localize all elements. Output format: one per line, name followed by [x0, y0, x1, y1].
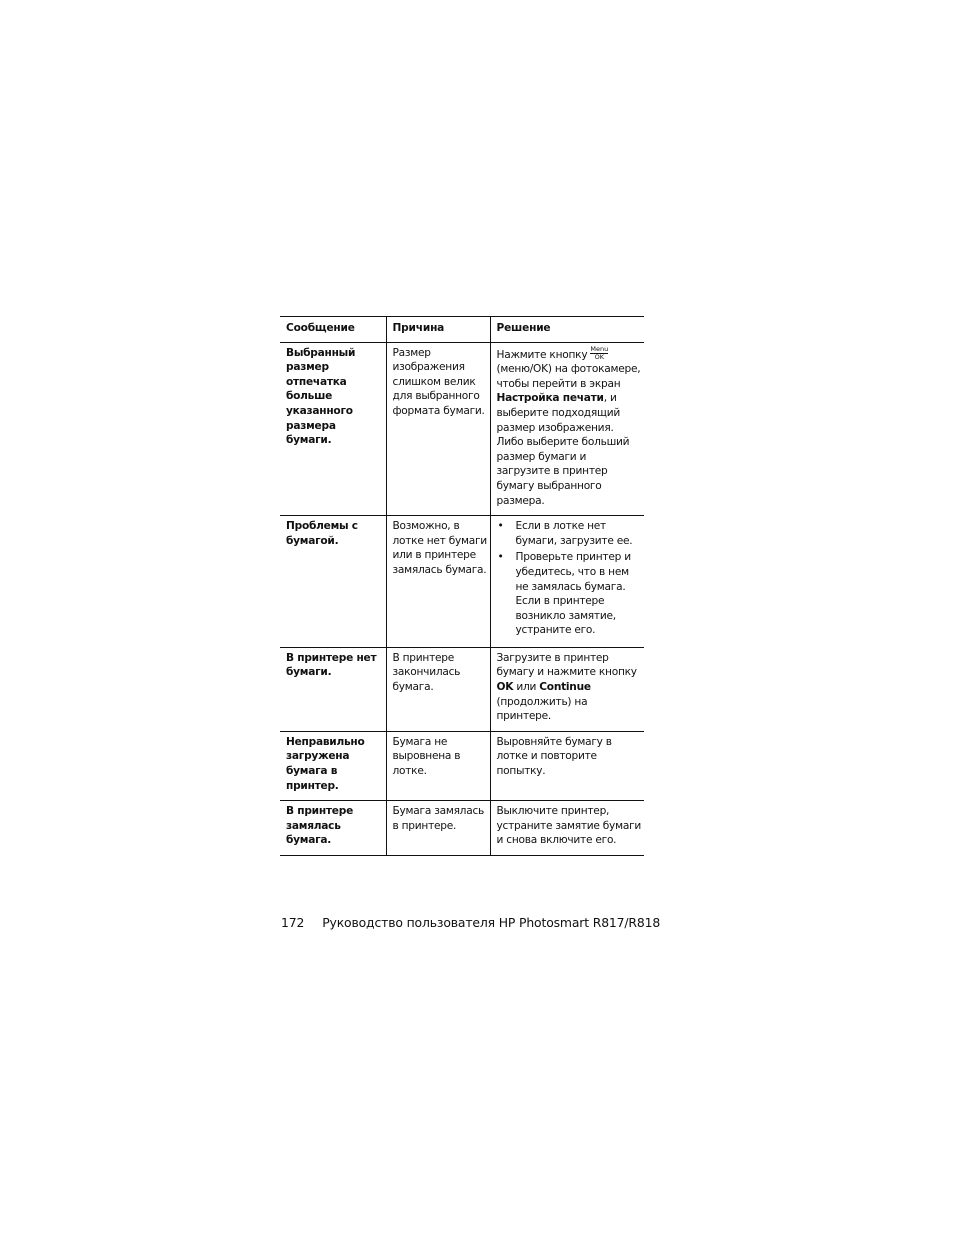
- table-row: [280, 516, 644, 648]
- ok-button-name: OK: [496, 681, 514, 694]
- table-row: [280, 731, 644, 800]
- menu-ok-button-icon: Menu OK: [590, 344, 609, 361]
- solution-text: Загрузите в принтер бумагу и нажмите кнопку: [496, 651, 637, 679]
- message-cell: Проблемы с бумагой.: [280, 516, 386, 648]
- cause-cell: Возможно, в лотке нет бумаги или в принтере замялась бумага.: [386, 516, 490, 648]
- page-number: 172: [281, 915, 305, 930]
- message-cell: Неправильно загружена бумага в принтер.: [280, 731, 386, 800]
- solution-text: Нажмите кнопку: [496, 348, 588, 361]
- solution-cell: [490, 342, 644, 516]
- table-row: [280, 342, 644, 516]
- error-messages-table: [280, 316, 644, 856]
- cause-cell: Бумага замялась в принтере.: [386, 801, 490, 856]
- list-item: • Если в лотке нет бумаги, загрузите ее.: [497, 519, 643, 548]
- solution-text: или: [516, 681, 537, 694]
- solution-text: , и выберите подходящий размер изображения. Либо выберите больший размер бумаги и загрузите в принтер бумагу выбранного размера.: [496, 392, 630, 507]
- column-header-message: Сообщение: [280, 317, 386, 343]
- cause-cell: Бумага не выровнена в лотке.: [386, 731, 490, 800]
- manual-title: Руководство пользователя HP Photosmart R817/R818: [322, 915, 661, 930]
- table-row: [280, 647, 644, 731]
- continue-button-name: Continue: [539, 681, 591, 694]
- table-row: [280, 801, 644, 856]
- message-cell: В принтере нет бумаги.: [280, 647, 386, 731]
- column-header-solution: Решение: [490, 317, 644, 343]
- cause-cell: В принтере закончилась бумага.: [386, 647, 490, 731]
- table-header-row: [280, 317, 644, 343]
- solution-text: (меню/OK) на фотокамере, чтобы перейти в экран: [496, 363, 641, 390]
- solution-bullet-list: [497, 519, 643, 638]
- print-setup-screen-name: Настройка печати: [496, 392, 604, 405]
- solution-cell: Выключите принтер, устраните замятие бумаги и снова включите его.: [490, 801, 644, 856]
- message-cell: В принтере замялась бумага.: [280, 801, 386, 856]
- message-cell: Выбранный размер отпечатка больше указанного размера бумаги.: [280, 342, 386, 516]
- cause-cell: Размер изображения слишком велик для выбранного формата бумаги.: [386, 342, 490, 516]
- solution-cell: Выровняйте бумагу в лотке и повторите попытку.: [490, 731, 644, 800]
- list-item: • Проверьте принтер и убедитесь, что в нем не замялась бумага. Если в принтере возникло замятие, устраните его.: [497, 550, 643, 638]
- page-footer: [281, 915, 660, 930]
- column-header-cause: Причина: [386, 317, 490, 343]
- solution-cell: [490, 516, 644, 648]
- solution-cell: [490, 647, 644, 731]
- solution-text: (продолжить) на принтере.: [496, 695, 588, 723]
